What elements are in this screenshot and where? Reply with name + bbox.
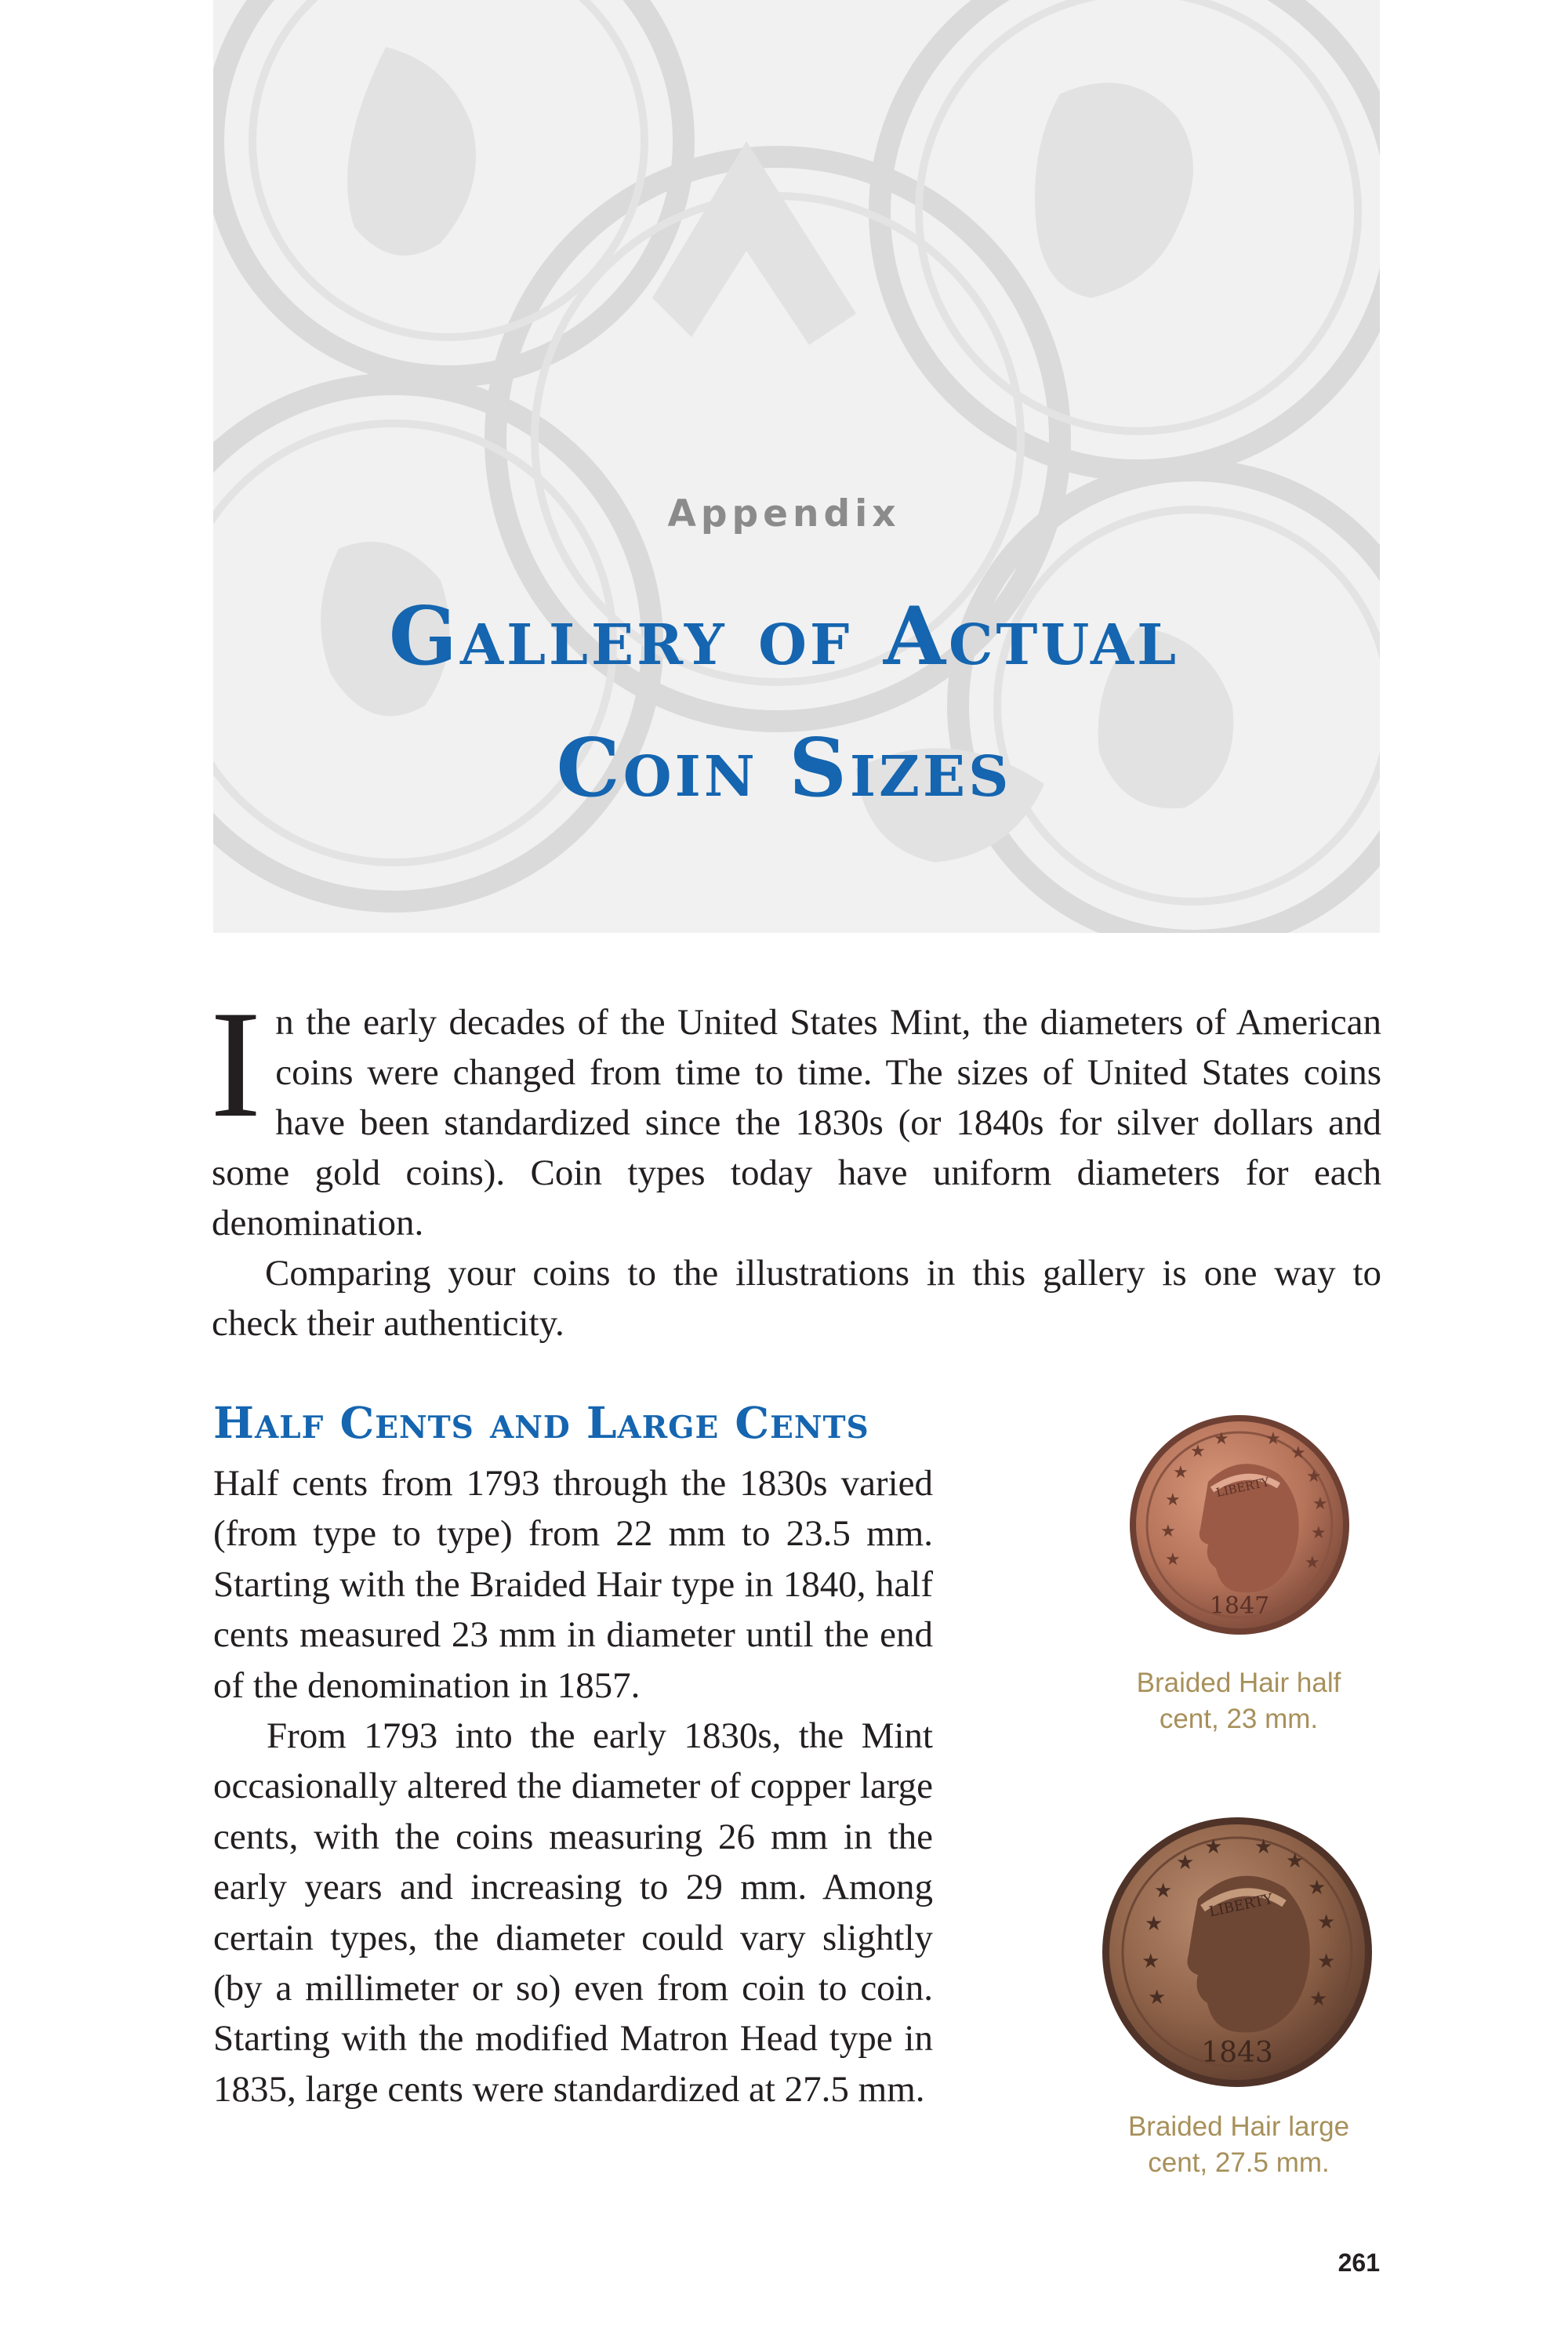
appendix-label: Appendix (667, 492, 901, 535)
half-cent-coin-image (1126, 1411, 1353, 1639)
svg-text:★: ★ (1308, 1876, 1327, 1899)
svg-text:★: ★ (1317, 1911, 1336, 1933)
svg-text:★: ★ (1204, 1835, 1223, 1858)
svg-text:★: ★ (1311, 1523, 1327, 1542)
section-paragraph-1: Half cents from 1793 through the 1830s varied (from type to type) from 22 mm to 23.5 mm. Starting with the Braided Hair type in 1840, half cents measured 23 mm in diameter until the end of the denomination in 1857. (213, 1463, 933, 1706)
page-title-line-1: Gallery of Actual (388, 590, 1180, 684)
large-cent-date: 1843 (1201, 2037, 1273, 2069)
svg-text:★: ★ (1165, 1549, 1181, 1569)
section-body (213, 1458, 933, 2114)
svg-text:★: ★ (1145, 1912, 1163, 1935)
svg-text:★: ★ (1214, 1428, 1229, 1448)
svg-text:★: ★ (1306, 1466, 1322, 1486)
svg-text:★: ★ (1176, 1851, 1195, 1874)
drop-cap: I (210, 979, 262, 1149)
svg-text:★: ★ (1173, 1462, 1189, 1482)
svg-text:★: ★ (1305, 1552, 1320, 1572)
intro-paragraph-2: Comparing your coins to the illustrations in this gallery is one way to check their authenticity. (212, 1253, 1381, 1344)
svg-text:★: ★ (1312, 1494, 1328, 1513)
half-cent-caption-line-1: Braided Hair half (1136, 1668, 1341, 1698)
svg-text:★: ★ (1254, 1835, 1273, 1858)
svg-text:★: ★ (1142, 1950, 1160, 1973)
intro-paragraph-1 (210, 979, 1381, 1248)
svg-text:★: ★ (1160, 1521, 1176, 1541)
intro-text (210, 979, 1381, 1348)
half-cent-caption-line-2: cent, 23 mm. (1159, 1704, 1319, 1734)
svg-text:★: ★ (1265, 1428, 1281, 1448)
svg-text:★: ★ (1286, 1849, 1305, 1872)
svg-text:★: ★ (1290, 1443, 1306, 1462)
half-cent-headband-text: LIBERTY (1214, 1475, 1271, 1501)
svg-text:★: ★ (1148, 1986, 1167, 2009)
half-cent-caption (1090, 1665, 1388, 1737)
page-number: 261 (1338, 2249, 1380, 2277)
svg-text:★: ★ (1154, 1879, 1173, 1902)
large-cent-headband-text: LIBERTY (1207, 1890, 1275, 1921)
section-paragraph-2: From 1793 into the early 1830s, the Mint occasionally altered the diameter of copper large cents, with the coins measuring 26 mm in the early years and increasing to 29 mm. Among certain types, the diameter could vary slightly (by a millimeter or so) even from coin to coin. Starting with the modified Matron Head type in 1835, large cents were standardized at 27.5 mm. (213, 1715, 933, 2110)
half-cent-date: 1847 (1209, 1592, 1270, 1620)
large-cent-caption-line-2: cent, 27.5 mm. (1148, 2147, 1330, 2178)
large-cent-coin-image (1098, 1813, 1377, 2092)
large-cent-caption (1090, 2109, 1388, 2181)
intro-paragraph-1-text: n the early decades of the United States Mint, the diameters of American coins were changed from time to time. The sizes of United States coins have been standardized since the 1830s (or 1840s for silver dollars and some gold coins). Coin types today have uniform diameters for each denomination. (212, 1002, 1381, 1243)
page-title-line-2: Coin Sizes (556, 721, 1012, 815)
svg-text:★: ★ (1317, 1950, 1336, 1973)
svg-text:★: ★ (1309, 1987, 1328, 2010)
section-heading: Half Cents and Large Cents (213, 1397, 869, 1448)
svg-text:★: ★ (1165, 1490, 1181, 1509)
page-title (0, 571, 1568, 834)
large-cent-caption-line-1: Braided Hair large (1127, 2111, 1350, 2142)
svg-text:★: ★ (1190, 1441, 1206, 1461)
